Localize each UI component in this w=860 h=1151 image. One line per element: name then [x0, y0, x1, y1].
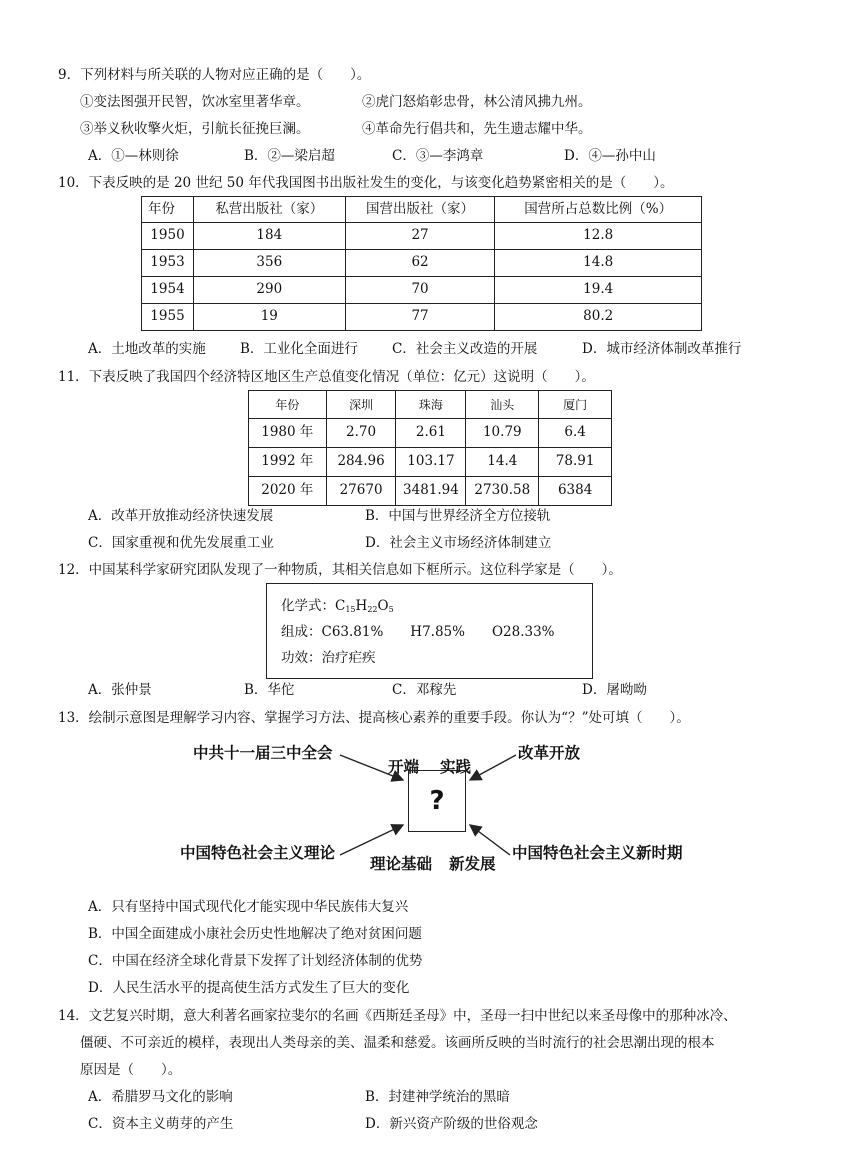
table-cell: 1950 [142, 223, 194, 250]
formula-element: O [377, 598, 389, 614]
formula-subscript: 22 [367, 605, 378, 614]
table-cell: 62 [345, 250, 495, 277]
q13-option-b: B．中国全面建成小康社会历史性地解决了绝对贫困问题 [88, 926, 422, 942]
table-cell: 27 [345, 223, 495, 250]
q12-stem: 12．中国某科学家研究团队发现了一种物质，其相关信息如下框所示。这位科学家是（ ）。 [58, 562, 622, 578]
q9-stem: 9．下列材料与所关联的人物对应正确的是（ ）。 [58, 67, 371, 83]
q10-header-ratio: 国营所占总数比例（%） [495, 197, 702, 223]
q10-option-b: B．工业化全面进行 [240, 341, 358, 357]
diagram-arrow-label-foundation: 理论基础 [370, 855, 433, 873]
table-cell: 14.4 [466, 448, 539, 477]
q9-line-4: ④革命先行倡共和，先生遗志耀中华。 [362, 121, 592, 137]
table-cell: 78.91 [539, 448, 612, 477]
table-cell: 6384 [539, 477, 612, 506]
table-cell: 1980 年 [249, 419, 327, 448]
q12-composition: 组成：C63.81% H7.85% O28.33% [281, 624, 555, 640]
diagram-arrow-label-practice: 实践 [440, 758, 472, 776]
diagram-label-new-era: 中国特色社会主义新时期 [512, 844, 683, 862]
q9-option-d: D．④—孙中山 [564, 148, 656, 164]
table-cell: 19.4 [495, 277, 702, 304]
table-cell: 184 [193, 223, 345, 250]
q11-header-year: 年份 [249, 391, 327, 419]
q12-formula-label: 化学式： [281, 598, 335, 614]
diagram-label-reform: 改革开放 [518, 744, 581, 762]
arrow-top-right [470, 755, 516, 780]
table-cell: 14.8 [495, 250, 702, 277]
q10-option-c: C．社会主义改造的开展 [392, 341, 538, 357]
arrow-bottom-left [340, 825, 403, 855]
q10-header-state: 国营出版社（家） [345, 197, 495, 223]
q9-line-1: ①变法图强开民智，饮冰室里著华章。 [80, 94, 310, 110]
table-cell: 3481.94 [396, 477, 466, 506]
table-cell: 1992 年 [249, 448, 327, 477]
table-cell: 284.96 [326, 448, 396, 477]
diagram-label-theory: 中国特色社会主义理论 [180, 844, 336, 862]
q13-option-d: D．人民生活水平的提高使生活方式发生了巨大的变化 [88, 980, 410, 996]
q14-option-b: B．封建神学统治的黑暗 [365, 1089, 510, 1105]
q13-stem: 13．绘制示意图是理解学习内容、掌握学习方法、提高核心素养的重要手段。你认为“？”处可填（ ）。 [58, 710, 690, 726]
q14-option-d: D．新兴资产阶级的世俗观念 [365, 1116, 538, 1132]
formula-element: C [335, 598, 346, 614]
table-cell: 2020 年 [249, 477, 327, 506]
table-cell: 1954 [142, 277, 194, 304]
table-cell: 2.61 [396, 419, 466, 448]
q9-option-a: A．①—林则徐 [88, 148, 179, 164]
table-cell: 290 [193, 277, 345, 304]
q13-option-c: C．中国在经济全球化背景下发挥了计划经济体制的优势 [88, 953, 423, 969]
q14-stem-line-2: 僵硬、不可亲近的模样，表现出人类母亲的美、温柔和慈爱。该画所反映的当时流行的社会思潮出现的根本 [80, 1035, 715, 1051]
q10-option-a: A．土地改革的实施 [88, 341, 206, 357]
q12-option-c: C．邓稼先 [392, 682, 457, 698]
q12-option-a: A．张仲景 [88, 682, 152, 698]
diagram-arrow-label-start: 开端 [388, 758, 420, 776]
q12-effect: 功效：治疗疟疾 [281, 650, 376, 666]
q13-option-a: A．只有坚持中国式现代化才能实现中华民族伟大复兴 [88, 899, 409, 915]
q11-stem: 11．下表反映了我国四个经济特区地区生产总值变化情况（单位：亿元）这说明（ ）。 [58, 369, 595, 385]
q14-option-a: A．希腊罗马文化的影响 [88, 1089, 233, 1105]
q11-option-a: A．改革开放推动经济快速发展 [88, 508, 274, 524]
q14-option-c: C．资本主义萌芽的产生 [88, 1116, 234, 1132]
q11-option-b: B．中国与世界经济全方位接轨 [365, 508, 551, 524]
q10-option-d: D．城市经济体制改革推行 [582, 341, 742, 357]
table-cell: 12.8 [495, 223, 702, 250]
q9-line-2: ②虎门怒焰彰忠骨，林公清风拂九州。 [362, 94, 592, 110]
q9-option-c: C．③—李鸿章 [392, 148, 484, 164]
q11-option-c: C．国家重视和优先发展重工业 [88, 535, 274, 551]
q10-header-year: 年份 [142, 197, 194, 223]
q11-option-d: D．社会主义市场经济体制建立 [365, 535, 552, 551]
table-cell: 103.17 [396, 448, 466, 477]
q11-header-shantou: 汕头 [466, 391, 539, 419]
table-cell: 70 [345, 277, 495, 304]
table-cell: 27670 [326, 477, 396, 506]
table-cell: 1953 [142, 250, 194, 277]
q11-header-zhuhai: 珠海 [396, 391, 466, 419]
arrow-bottom-right [470, 825, 510, 855]
q11-header-xiamen: 厦门 [539, 391, 612, 419]
q9-option-b: B．②—梁启超 [244, 148, 335, 164]
q14-stem-line-3: 原因是（ ）。 [80, 1062, 182, 1078]
formula-subscript: 15 [345, 605, 356, 614]
q9-line-3: ③举义秋收擎火炬，引航长征挽巨澜。 [80, 121, 310, 137]
table-cell: 2730.58 [466, 477, 539, 506]
q10-stem: 10．下表反映的是 20 世纪 50 年代我国图书出版社发生的变化，与该变化趋势紧密相关的是（ ）。 [58, 175, 674, 191]
table-cell: 77 [345, 304, 495, 331]
q14-stem-line-1: 14．文艺复兴时期，意大利著名画家拉斐尔的名画《西斯廷圣母》中，圣母一扫中世纪以来圣母像中的那种冰冷、 [58, 1008, 737, 1024]
diagram-arrow-label-development: 新发展 [449, 855, 496, 873]
diagram-question-box: ? [408, 770, 466, 832]
table-cell: 6.4 [539, 419, 612, 448]
table-cell: 2.70 [326, 419, 396, 448]
q12-option-b: B．华佗 [244, 682, 295, 698]
diagram-label-plenum: 中共十一届三中全会 [193, 744, 333, 762]
formula-subscript: 5 [388, 605, 394, 614]
table-cell: 80.2 [495, 304, 702, 331]
table-cell: 1955 [142, 304, 194, 331]
q12-option-d: D．屠呦呦 [582, 682, 647, 698]
formula-element: H [355, 598, 368, 614]
q10-header-private: 私营出版社（家） [193, 197, 345, 223]
q11-header-shenzhen: 深圳 [326, 391, 396, 419]
table-cell: 356 [193, 250, 345, 277]
table-cell: 10.79 [466, 419, 539, 448]
table-cell: 19 [193, 304, 345, 331]
